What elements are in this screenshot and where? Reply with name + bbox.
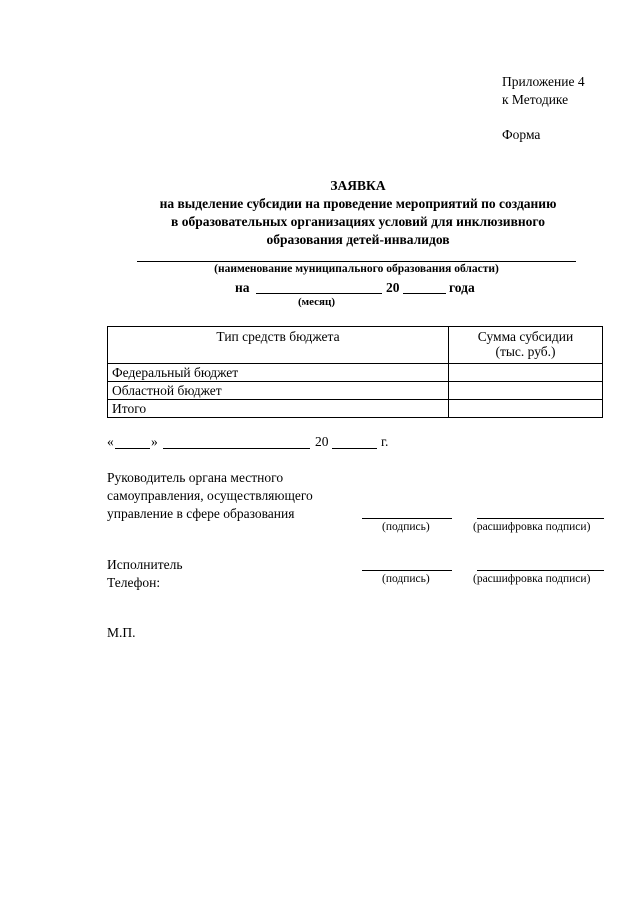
head-position-block — [107, 469, 313, 523]
head-decode-caption: (расшифровка подписи) — [473, 521, 591, 533]
date-close-quote: » — [151, 434, 158, 449]
title-line-3: образования детей-инвалидов — [266, 232, 450, 247]
period-suffix: года — [449, 280, 475, 295]
executor-decode-caption: (расшифровка подписи) — [473, 573, 591, 585]
stamp-place: М.П. — [107, 625, 136, 640]
form-label: Форма — [502, 127, 541, 142]
executor-decode-underline[interactable] — [477, 570, 604, 571]
executor-phone-label: Телефон: — [107, 575, 161, 590]
row-label-federal: Федеральный бюджет — [108, 364, 449, 382]
document-title — [100, 177, 616, 249]
row-value-regional[interactable] — [449, 382, 603, 400]
head-position-line-3: управление в сфере образования — [107, 506, 295, 521]
period-prefix: на — [235, 280, 250, 295]
executor-block — [107, 556, 183, 592]
table-row — [108, 400, 603, 418]
title-line-2: в образовательных организациях условий для инклюзивного — [171, 214, 545, 229]
header-subsidy-amount: Сумма субсидии (тыс. руб.) — [449, 327, 603, 364]
table-row — [108, 382, 603, 400]
appendix-reference: к Методике — [502, 92, 569, 107]
month-underline[interactable] — [256, 293, 382, 294]
executor-signature-caption: (подпись) — [382, 573, 430, 585]
head-signature-caption: (подпись) — [382, 521, 430, 533]
title-line-1: на выделение субсидии на проведение мероприятий по созданию — [159, 196, 557, 211]
head-decode-underline[interactable] — [477, 518, 604, 519]
month-caption: (месяц) — [298, 296, 336, 308]
date-month-underline[interactable] — [163, 448, 310, 449]
year-underline[interactable] — [403, 293, 446, 294]
head-position-line-1: Руководитель органа местного — [107, 470, 284, 485]
date-open-quote: « — [107, 434, 114, 449]
municipality-underline[interactable] — [137, 261, 576, 262]
appendix-block — [502, 73, 585, 144]
date-suffix: г. — [381, 434, 389, 449]
row-label-regional: Областной бюджет — [108, 382, 449, 400]
row-label-total: Итого — [108, 400, 449, 418]
table-header-row — [108, 327, 603, 364]
row-value-federal[interactable] — [449, 364, 603, 382]
head-position-line-2: самоуправления, осуществляющего — [107, 488, 313, 503]
header-budget-type: Тип средств бюджета — [108, 327, 449, 364]
head-signature-underline[interactable] — [362, 518, 452, 519]
date-year-prefix: 20 — [315, 434, 329, 449]
executor-label: Исполнитель — [107, 557, 183, 572]
appendix-number: Приложение 4 — [502, 74, 585, 89]
title-main: ЗАЯВКА — [330, 178, 386, 193]
budget-table — [107, 326, 603, 418]
period-year-prefix: 20 — [386, 280, 400, 295]
row-value-total[interactable] — [449, 400, 603, 418]
date-day-underline[interactable] — [115, 448, 150, 449]
executor-signature-underline[interactable] — [362, 570, 452, 571]
date-year-underline[interactable] — [332, 448, 377, 449]
municipality-caption: (наименование муниципального образования области) — [214, 263, 499, 275]
table-row — [108, 364, 603, 382]
